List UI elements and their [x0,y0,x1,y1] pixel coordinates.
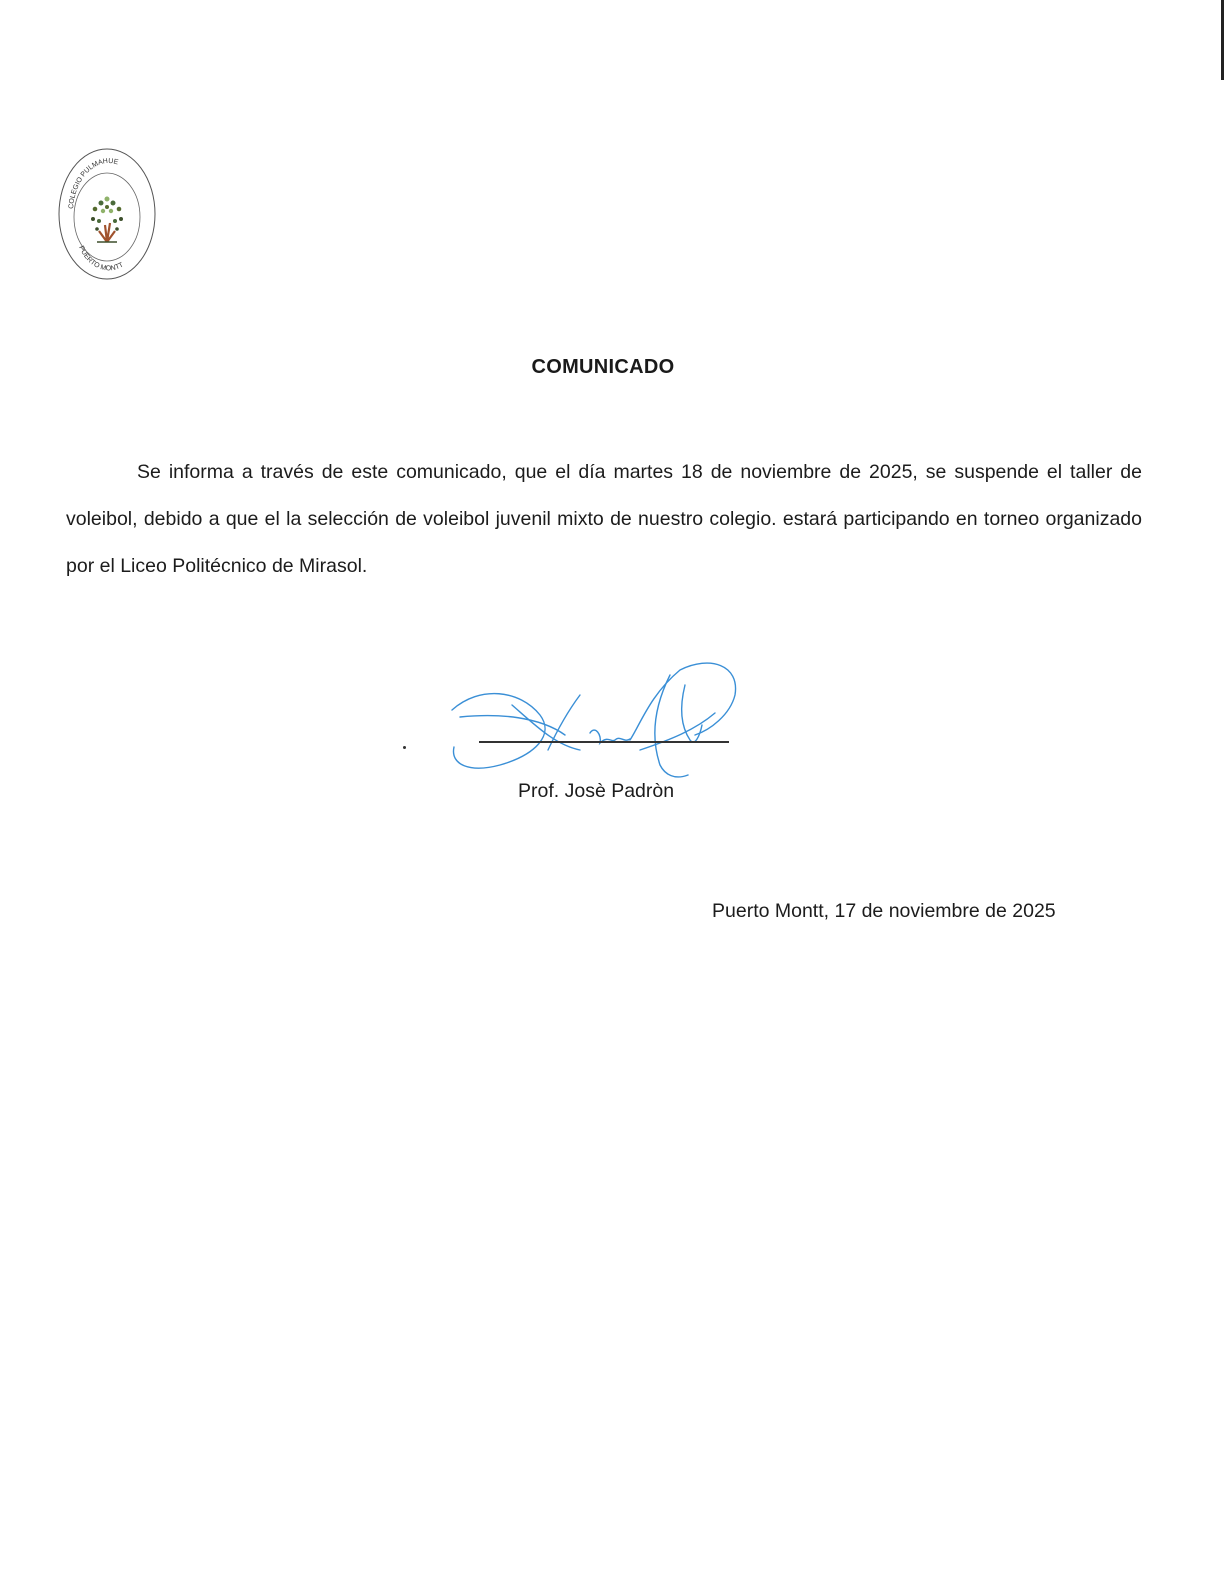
place-and-date: Puerto Montt, 17 de noviembre de 2025 [712,900,1056,922]
scan-speck [403,746,406,749]
logo-top-text: COLEGIO PULMAHUE [67,157,119,210]
document-body [66,449,1142,590]
body-paragraph: Se informa a través de este comunicado, que el día martes 18 de noviembre de 2025, se suspende el taller de voleibol, debido a que el la selección de voleibol juvenil mixto de nuestro colegio. estará participando en torneo organizado por el Liceo Politécnico de Mirasol. [66,461,1142,577]
signature-line [479,741,729,743]
document-title: COMUNICADO [531,356,675,378]
logo-bottom-text: PUERTO MONTT [77,244,125,273]
tree-icon [91,197,123,243]
handwritten-signature [440,655,750,785]
signatory-name: Prof. Josè Padròn [518,780,675,802]
school-logo-seal [57,147,157,282]
